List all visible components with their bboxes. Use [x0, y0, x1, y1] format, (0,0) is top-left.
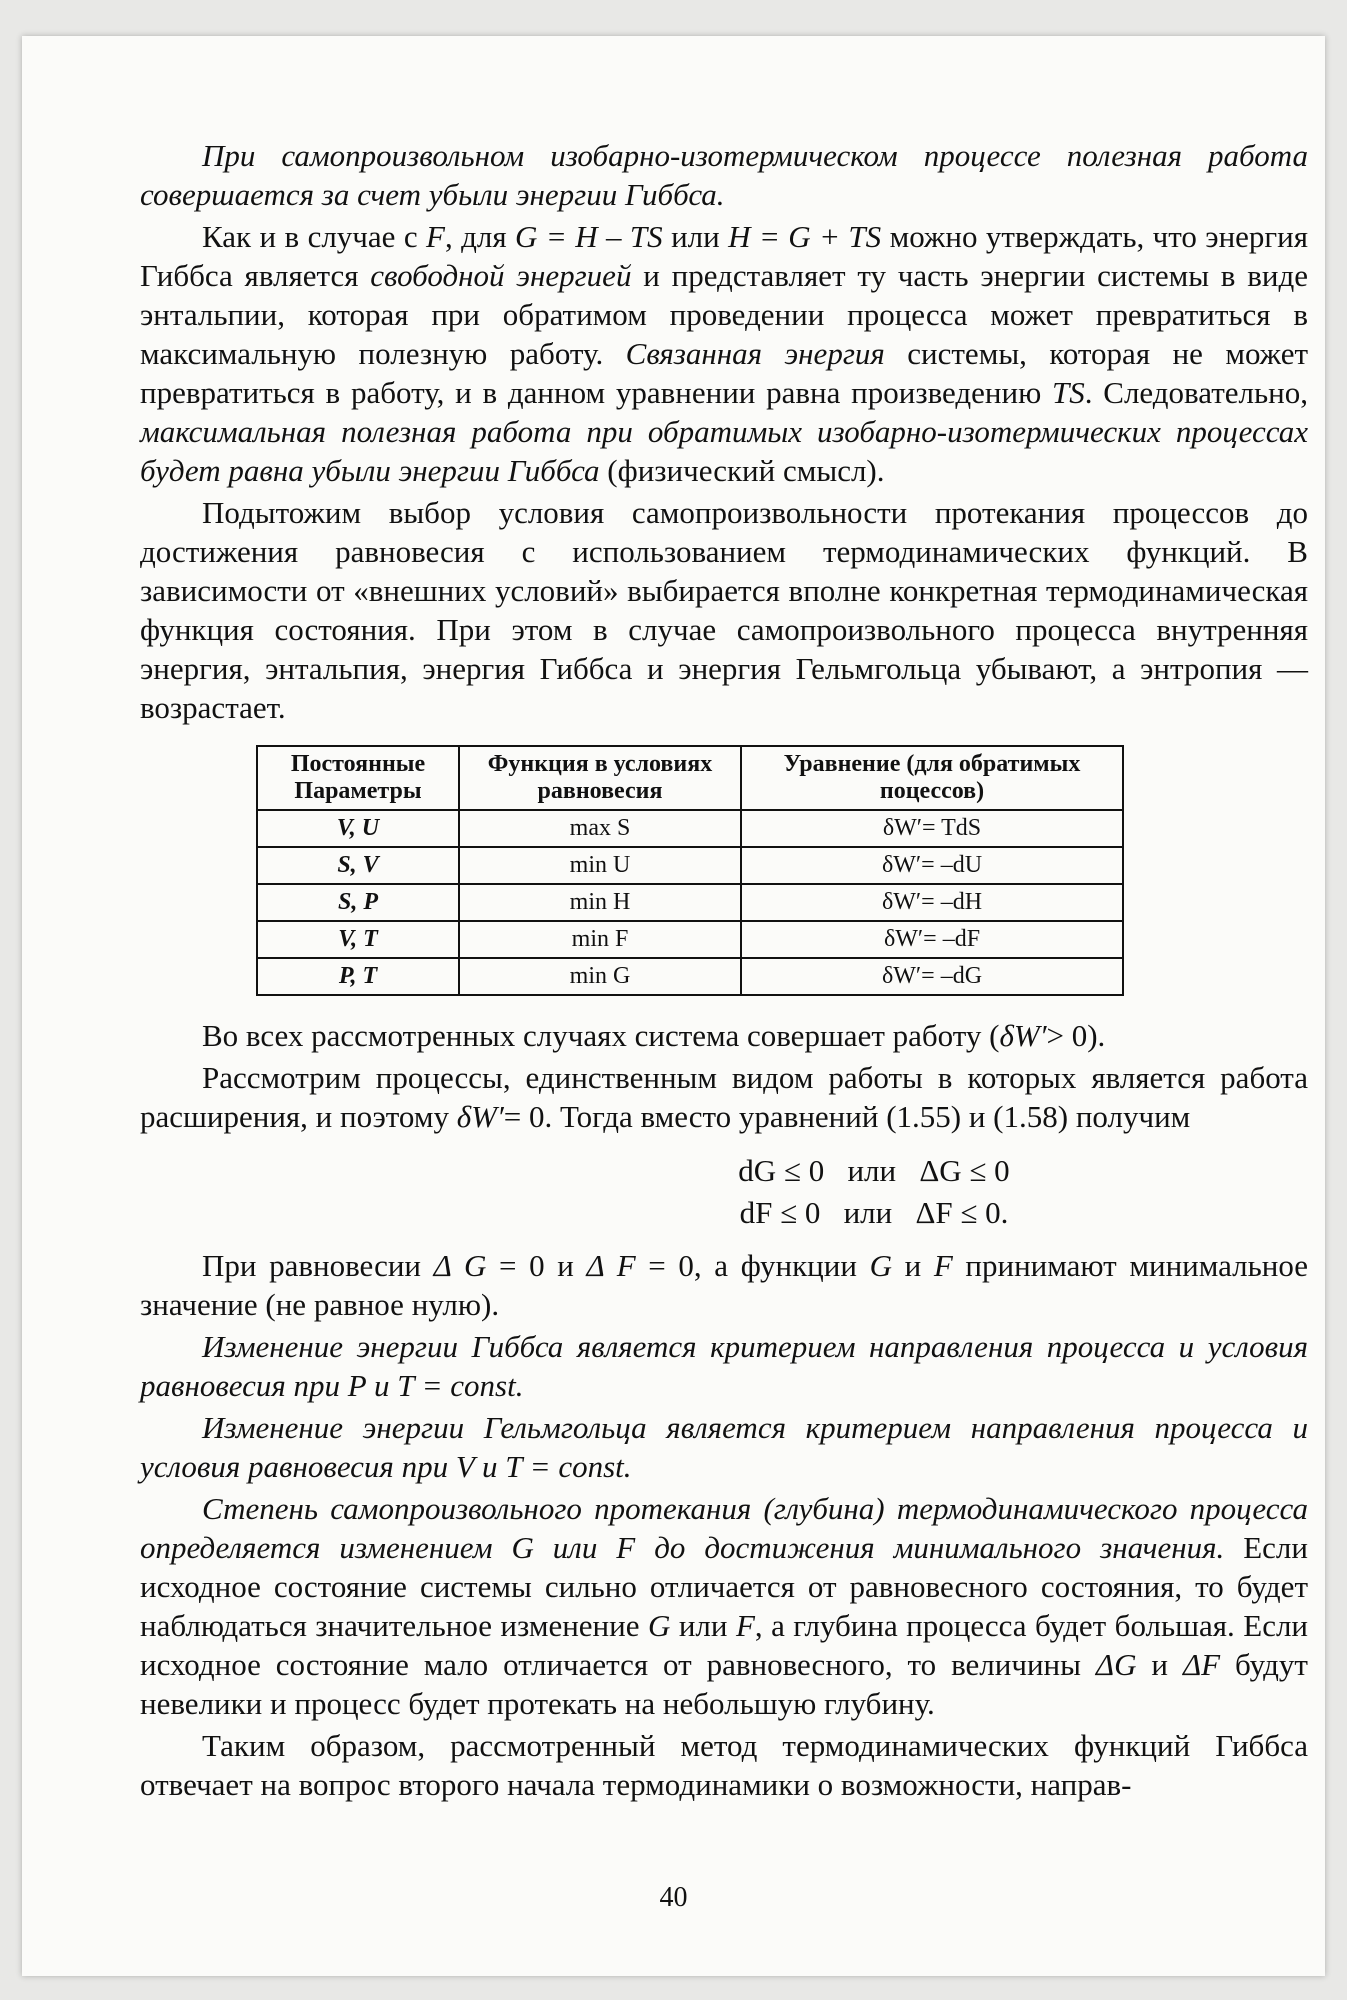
paragraph-3: Подытожим выбор условия самопроизвольности протекания процессов до достижения равновесия с использованием термодинамических функций. В зависимости от «внешних условий» выбирается вполне конкретная термодинамическая функция состояния. При этом в случае самопроизвольного процесса внутренняя энергия, энтальпия, энергия Гиббса и энергия Гельмгольца убывают, а энтропия — возрастает. — [140, 495, 1308, 725]
table-cell: min H — [459, 884, 741, 921]
table-cell: max S — [459, 810, 741, 847]
document-page — [22, 36, 1325, 1976]
page-number: 40 — [659, 1882, 688, 1913]
table-cell: δW′= –dF — [741, 921, 1123, 958]
inequality-formulas — [440, 1150, 1308, 1234]
table-header-equation: Уравнение (для обратимых поцессов) — [741, 746, 1123, 810]
table-row — [257, 921, 1123, 958]
table-row — [257, 847, 1123, 884]
paragraph-9: Степень самопроизвольного протекания (глубина) термодинамического процесса определяется изменением G или F до достижения минимального значения. Если исходное состояние системы сильно отличается от равновесного состояния, то будет наблюдаться значительное изменение G или F, а глубина процесса будет большая. Если исходное состояние мало отличается от равновесного, то величины ΔG и ΔF будут невелики и процесс будет протекать на небольшую глубину. — [140, 1491, 1309, 1721]
table-row — [257, 958, 1123, 995]
table-cell: min U — [459, 847, 741, 884]
paragraph-5: Рассмотрим процессы, единственным видом работы в которых является работа расширения, и поэтому δW′= 0. Тогда вместо уравнений (1.55) и (1.58) получим — [140, 1060, 1308, 1134]
paragraph-8: Изменение энергии Гельмгольца является критерием направления процесса и условия равновесия при V и T = const. — [140, 1410, 1308, 1484]
table-header-params: Постоянные Параметры — [257, 746, 459, 810]
table-row — [257, 884, 1123, 921]
paragraph-4: Во всех рассмотренных случаях система совершает работу (δW′> 0). — [202, 1018, 1106, 1053]
table-cell: S, V — [257, 847, 459, 884]
table-cell: S, P — [257, 884, 459, 921]
table-header-row — [257, 746, 1123, 810]
page-content — [140, 136, 1308, 1804]
table-cell: δW′= –dH — [741, 884, 1123, 921]
paragraph-1: При самопроизвольном изобарно-изотермическом процессе полезная работа совершается за счет убыли энергии Гиббса. — [140, 138, 1308, 212]
table-row — [257, 810, 1123, 847]
table-cell: min F — [459, 921, 741, 958]
table-cell: V, U — [257, 810, 459, 847]
conditions-table — [256, 745, 1124, 996]
table-cell: δW′= TdS — [741, 810, 1123, 847]
paragraph-6: При равновесии Δ G = 0 и Δ F = 0, а функции G и F принимают минимальное значение (не равное нулю). — [140, 1248, 1309, 1322]
formula-helmholtz: dF ≤ 0 или ΔF ≤ 0. — [739, 1195, 1009, 1230]
paragraph-2: Как и в случае с F, для G = H – TS или H = G + TS можно утверждать, что энергия Гиббса является свободной энергией и представляет ту часть энергии системы в виде энтальпии, которая при обратимом проведении процесса может превратиться в максимальную полезную работу. Связанная энергия системы, которая не может превратиться в работу, и в данном уравнении равна произведению TS. Следовательно, максимальная полезная работа при обратимых изобарно-изотермических процессах будет равна убыли энергии Гиббса (физический смысл). — [140, 219, 1308, 488]
paragraph-7: Изменение энергии Гиббса является критерием направления процесса и условия равновесия при P и T = const. — [140, 1329, 1308, 1403]
table-cell: V, T — [257, 921, 459, 958]
table-header-function: Функция в условиях равновесия — [459, 746, 741, 810]
table-cell: δW′= –dU — [741, 847, 1123, 884]
table-cell: P, T — [257, 958, 459, 995]
table-cell: δW′= –dG — [741, 958, 1123, 995]
table-cell: min G — [459, 958, 741, 995]
paragraph-10: Таким образом, рассмотренный метод термодинамических функций Гиббса отвечает на вопрос второго начала термодинамики о возможности, направ- — [140, 1728, 1308, 1802]
formula-gibbs: dG ≤ 0 или ΔG ≤ 0 — [738, 1153, 1010, 1188]
